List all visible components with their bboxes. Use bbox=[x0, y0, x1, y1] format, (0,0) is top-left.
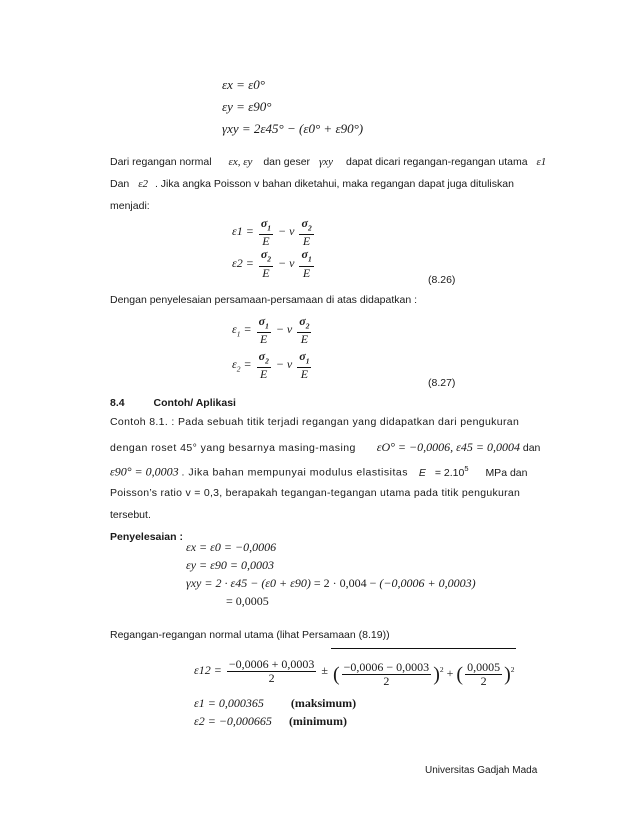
equation-8-26: ε1 = $\frac{\sigma_1}{E}$ − ν $\frac{\sigma_2}{E}$ ε2 = $\frac{\sigma_2}{E}$ − ν $\frac{\sigma_1}{E}$ bbox=[232, 215, 312, 280]
eq-line-gxy: γxy = 2ε45° − (ε0° + ε90°) bbox=[222, 121, 364, 136]
example-eq-e90: ε90° = 0,0003 bbox=[110, 464, 179, 479]
para1-line2 bbox=[110, 178, 514, 190]
equation-number-8-27: (8.27) bbox=[428, 377, 456, 389]
solution-equations: εx = ε0 = −0,0006 εy = ε90 = 0,0003 γxy = 2 · ε45 − (ε0 + ε90) = 2 · 0,004 − (−0,0006 + 0,0003) = 0,0005 bbox=[186, 540, 476, 608]
example-line2: dengan roset 45° yang besarnya masing-masing εO° = −0,0006, ε45 = 0,0004 dan bbox=[110, 440, 541, 454]
example-line1: Contoh 8.1. : Pada sebuah titik terjadi regangan yang didapatkan dari pengukuran bbox=[110, 416, 520, 428]
para1-text1: Dari regangan normal bbox=[110, 156, 212, 168]
example-line3: ε90° = 0,0003 . Jika bahan mempunyai modulus elastisitas $E = 2.10^5$ MPa dan bbox=[110, 464, 528, 479]
equation-8-27: $\varepsilon_1$ = $\frac{\sigma_1}{E}$ − ν $\frac{\sigma_2}{E}$ $\varepsilon_2$ = $\frac{\sigma_2}{E}$ − ν $\frac{\sigma_1}{E}$ bbox=[232, 313, 310, 382]
principal-strain-equation: ε12 = $\frac{-0,0006 + 0,0003}{2}$ ± ( $\frac{-0,0006 - 0,0003}{2}$ )$^2$ + ( $\frac{0,0005}{2}$ )$^2$ ε1 = 0,000365 (maksimum) ε2 = −0,000665 (minimum) bbox=[194, 648, 516, 730]
para1-line1 bbox=[110, 156, 546, 168]
para3: Regangan-regangan normal utama (lihat Persamaan (8.19)) bbox=[110, 629, 390, 641]
equation-number-8-26: (8.26) bbox=[428, 274, 456, 286]
para1-sym-e1: ε1 bbox=[536, 156, 547, 168]
para1-line3: menjadi: bbox=[110, 200, 150, 212]
eq-line-ey: εy = ε90° bbox=[222, 99, 272, 114]
equation-strain-definitions bbox=[222, 74, 363, 140]
eq826-minus-nu: − ν bbox=[278, 224, 295, 238]
eq826-e1-lhs: ε1 = bbox=[232, 224, 254, 238]
para1-sym-exey: εx, εy bbox=[228, 156, 253, 168]
para1-sym-e2: ε2 bbox=[138, 178, 149, 190]
para1-sym-gxy: γxy bbox=[318, 156, 334, 168]
para1-text5: . Jika angka Poisson v bahan diketahui, maka regangan dapat juga dituliskan bbox=[154, 178, 514, 190]
section-number: 8.4 bbox=[110, 397, 125, 409]
section-heading bbox=[110, 397, 236, 409]
footer: Universitas Gadjah Mada bbox=[425, 765, 538, 776]
para2: Dengan penyelesaian persamaan-persamaan di atas didapatkan : bbox=[110, 294, 418, 306]
para1-text2: dan geser bbox=[263, 156, 311, 168]
eq826-e2-lhs: ε2 = bbox=[232, 255, 254, 270]
para1-text3: dapat dicari regangan-regangan utama bbox=[346, 156, 528, 168]
solution-label: Penyelesaian : bbox=[110, 531, 183, 543]
example-line4: Poisson’s ratio v = 0,3, berapakah tegangan-tegangan utama pada titik pengukuran bbox=[110, 487, 521, 499]
section-title: Contoh/ Aplikasi bbox=[153, 397, 236, 409]
example-line5: tersebut. bbox=[110, 509, 151, 521]
example-eq-e0-e45: εO° = −0,0006, ε45 = 0,0004 bbox=[376, 440, 520, 454]
para1-text4: Dan bbox=[110, 178, 130, 190]
eq-line-ex: εx = ε0° bbox=[222, 77, 265, 92]
